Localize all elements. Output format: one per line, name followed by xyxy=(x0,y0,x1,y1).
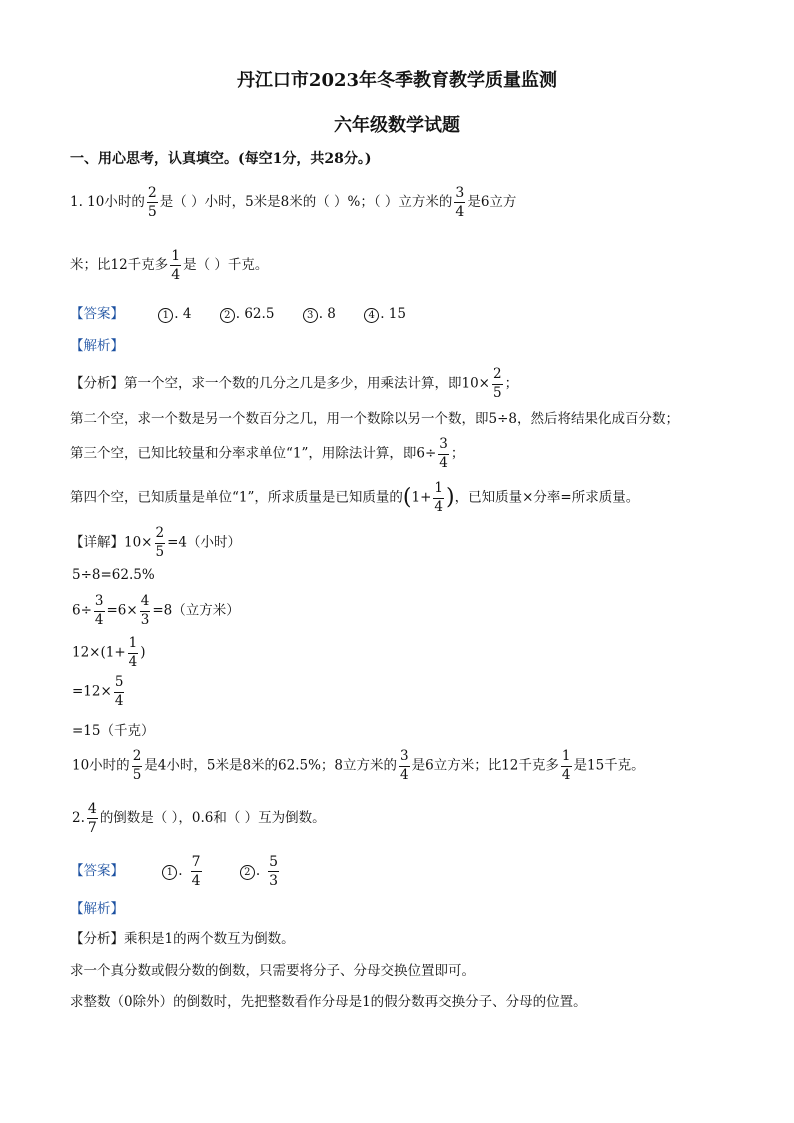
fraction: $\frac{1}{4}$ xyxy=(128,635,138,670)
answer-value: . 4 xyxy=(174,306,192,322)
detail-text: 是4小时，5米是8米的62.5%；8立方米的 xyxy=(144,757,398,774)
fenxi-text: 第三个空，已知比较量和分率求单位“1”，用除法计算，即6÷ xyxy=(70,445,437,462)
q1-detail-l7 xyxy=(72,750,645,782)
q1-fenxi-p3 xyxy=(70,438,464,470)
q1-text: 是（ ）小时，5米是8米的（ ）%；（ ）立方米的 xyxy=(159,194,453,210)
fenxi-tag: 【分析】 xyxy=(70,931,124,947)
detail-text: 10× xyxy=(124,534,153,551)
section-heading: 一、用心思考，认真填空。(每空1分，共28分。) xyxy=(70,151,372,167)
q1-detail-l4 xyxy=(72,637,146,669)
fraction: $\frac{2}{5}$ xyxy=(155,525,165,560)
detail-text: =8（立方米） xyxy=(152,602,240,619)
fraction: $\frac{5}{3}$ xyxy=(269,854,279,889)
detail-text: =4（小时） xyxy=(167,534,241,551)
document-title: 丹江口市2023年冬季教育教学质量监测 xyxy=(236,70,558,91)
fenxi-text: 第四个空，已知质量是单位“1”，所求质量是已知质量的 xyxy=(70,489,403,506)
paren: ) xyxy=(446,485,455,510)
fraction: $\frac{2}{5}$ xyxy=(493,366,502,401)
answer-number-circle: 2 xyxy=(220,308,235,323)
answer-tag: 【答案】 xyxy=(70,306,124,322)
q1-text: 米；比12千克多 xyxy=(70,257,169,273)
answer-number-circle: 2 xyxy=(240,865,255,880)
detail-text: ) xyxy=(140,644,146,661)
answer-number-circle: 1 xyxy=(158,308,173,323)
fenxi-text: ； xyxy=(504,375,519,392)
fraction: $\frac{3}{4}$ xyxy=(94,593,104,628)
q2-text: 2. xyxy=(72,810,85,826)
detail-text: 6÷ xyxy=(72,602,92,619)
fraction: $\frac{3}{4}$ xyxy=(400,748,409,783)
fraction: $\frac{2}{5}$ xyxy=(147,185,157,220)
q1-answer-row xyxy=(70,308,406,323)
answer-value: . 15 xyxy=(380,306,406,322)
analysis-tag: 【解析】 xyxy=(70,901,124,917)
q1-line2 xyxy=(70,249,268,282)
answer-tag: 【答案】 xyxy=(70,863,124,879)
fraction: $\frac{7}{4}$ xyxy=(191,854,201,889)
q1-detail-l5 xyxy=(72,676,126,708)
fraction: $\frac{5}{4}$ xyxy=(114,674,124,709)
q1-line1 xyxy=(70,186,516,219)
q1-fenxi-p2: 第二个空，求一个数是另一个数百分之几，用一个数除以另一个数，即5÷8，然后将结果化成百分数； xyxy=(70,411,679,427)
fenxi-text: 1+ xyxy=(411,489,432,506)
fraction: $\frac{4}{7}$ xyxy=(87,801,97,836)
q1-text: 1. 10小时的 xyxy=(70,194,145,210)
q2-fenxi-p2: 求一个真分数或假分数的倒数，只需要将分子、分母交换位置即可。 xyxy=(70,963,475,979)
analysis-tag: 【解析】 xyxy=(70,338,124,354)
detail-text: 是15千克。 xyxy=(573,757,645,774)
fenxi-text: 第一个空，求一个数的几分之几是多少，用乘法计算，即10× xyxy=(124,375,490,392)
q2-answer-row: 【答案】 1 . $\frac{7}{4}$ 2 . $\frac{5}{3}$ xyxy=(70,854,279,889)
q1-detail-l1 xyxy=(70,527,241,559)
q1-detail-l6: =15（千克） xyxy=(72,723,155,739)
q1-detail-l2: 5÷8=62.5% xyxy=(72,567,155,583)
fenxi-text: ，已知质量×分率=所求质量。 xyxy=(454,489,640,506)
fraction: $\frac{3}{4}$ xyxy=(439,436,448,471)
q1-fenxi-p4 xyxy=(70,482,639,514)
fenxi-text: ； xyxy=(450,445,465,462)
answer-value: . 8 xyxy=(318,306,336,322)
q2-fenxi-p3: 求整数（0除外）的倒数时，先把整数看作分母是1的假分数再交换分子、分母的位置。 xyxy=(70,994,587,1010)
paren: ( xyxy=(402,485,412,510)
fraction: $\frac{1}{4}$ xyxy=(434,480,443,515)
q2-fenxi-p1 xyxy=(70,933,295,947)
q2-line1 xyxy=(72,802,326,835)
q1-fenxi-p1 xyxy=(70,368,518,400)
q1-text: 是6立方 xyxy=(467,194,517,210)
fenxi-tag: 【分析】 xyxy=(70,375,124,392)
answer-number-circle: 1 xyxy=(162,865,177,880)
fraction: $\frac{3}{4}$ xyxy=(455,185,465,220)
q1-detail-l3 xyxy=(72,595,240,627)
detail-text: =6× xyxy=(106,602,138,619)
answer-number-circle: 3 xyxy=(303,308,318,323)
detail-text: 是6立方米；比12千克多 xyxy=(411,757,559,774)
detail-tag: 【详解】 xyxy=(70,534,124,551)
fraction: $\frac{1}{4}$ xyxy=(171,248,181,283)
detail-text: 10小时的 xyxy=(72,757,130,774)
q1-text: 是（ ）千克。 xyxy=(183,257,269,273)
answer-value: . 62.5 xyxy=(235,306,275,322)
fraction: $\frac{1}{4}$ xyxy=(561,748,571,783)
document-subtitle: 六年级数学试题 xyxy=(334,115,460,136)
detail-text: 12×(1+ xyxy=(72,644,126,661)
detail-text: =12× xyxy=(72,683,112,700)
fraction: $\frac{4}{3}$ xyxy=(140,593,150,628)
q2-text: 的倒数是（ ），0.6和（ ）互为倒数。 xyxy=(99,810,326,826)
answer-number-circle: 4 xyxy=(364,308,379,323)
fraction: $\frac{2}{5}$ xyxy=(132,748,142,783)
fenxi-text: 乘积是1的两个数互为倒数。 xyxy=(124,931,295,947)
